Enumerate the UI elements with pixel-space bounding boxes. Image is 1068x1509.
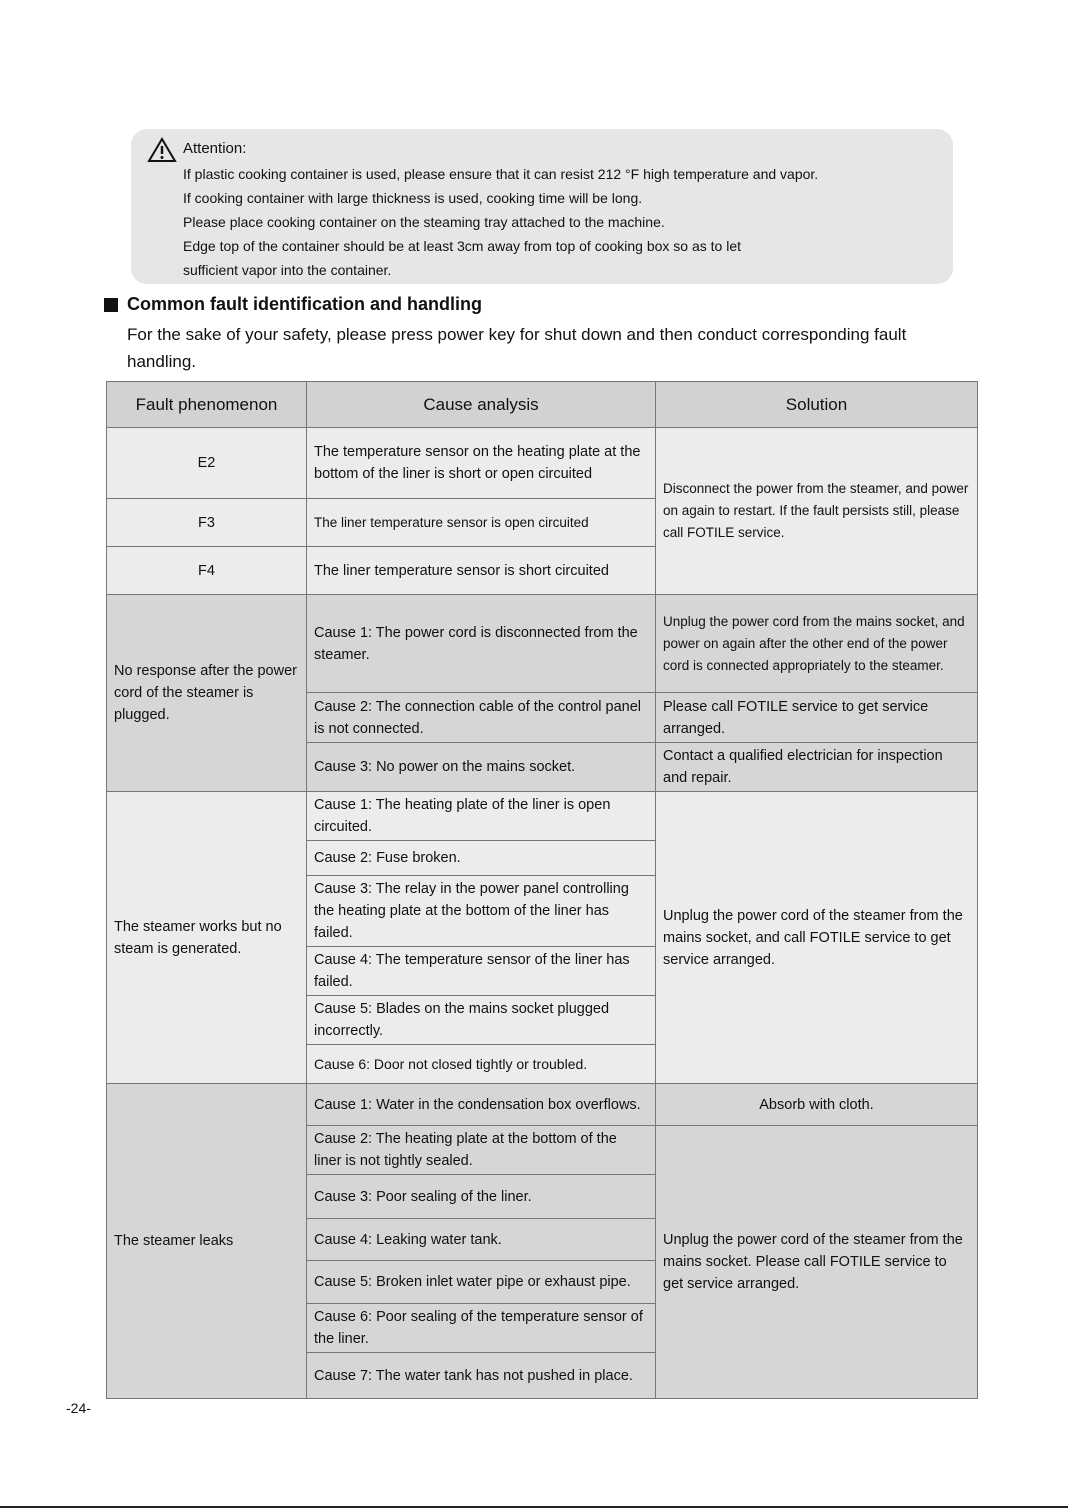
cause-cell: Cause 5: Blades on the mains socket plugged incorrectly. (307, 996, 656, 1045)
cause-cell: The liner temperature sensor is open circuited (307, 499, 656, 547)
cause-cell: Cause 5: Broken inlet water pipe or exhaust pipe. (307, 1261, 656, 1304)
cause-cell: The liner temperature sensor is short circuited (307, 547, 656, 595)
cause-cell: Cause 4: Leaking water tank. (307, 1219, 656, 1261)
cause-cell: Cause 3: The relay in the power panel controlling the heating plate at the bottom of the liner has failed. (307, 876, 656, 947)
fault-cell: F4 (107, 547, 307, 595)
section-intro: For the sake of your safety, please press power key for shut down and then conduct corresponding fault handling. (127, 325, 907, 371)
table-row (107, 428, 978, 499)
solution-cell: Unplug the power cord from the mains socket, and power on again after the other end of the power cord is connected appropriately to the steamer. (656, 595, 978, 693)
bullet-square-icon (104, 298, 118, 312)
table-row (107, 1084, 978, 1126)
cause-cell: Cause 3: Poor sealing of the liner. (307, 1175, 656, 1219)
section-heading (104, 294, 482, 315)
cause-cell: Cause 2: Fuse broken. (307, 841, 656, 876)
section-heading-text: Common fault identification and handling (127, 294, 482, 314)
solution-cell: Absorb with cloth. (656, 1084, 978, 1126)
warning-icon (147, 137, 177, 163)
table-row (107, 792, 978, 841)
header-solution: Solution (656, 382, 978, 428)
cause-cell: The temperature sensor on the heating plate at the bottom of the liner is short or open circuited (307, 428, 656, 499)
attention-lines (183, 162, 818, 282)
solution-cell: Contact a qualified electrician for inspection and repair. (656, 743, 978, 792)
table-header-row (107, 382, 978, 428)
attention-title: Attention: (183, 140, 247, 157)
cause-cell: Cause 2: The connection cable of the control panel is not connected. (307, 693, 656, 743)
attention-line: If cooking container with large thickness is used, cooking time will be long. (183, 190, 643, 206)
cause-cell: Cause 1: The heating plate of the liner is open circuited. (307, 792, 656, 841)
attention-line: If plastic cooking container is used, please ensure that it can resist 212 °F high temperature and vapor. (183, 166, 819, 182)
attention-line: Edge top of the container should be at least 3cm away from top of cooking box so as to let (183, 238, 741, 254)
cause-cell: Cause 6: Poor sealing of the temperature sensor of the liner. (307, 1304, 656, 1353)
table-row (107, 595, 978, 693)
cause-cell: Cause 4: The temperature sensor of the liner has failed. (307, 947, 656, 996)
solution-cell: Disconnect the power from the steamer, and power on again to restart. If the fault persists still, please call FOTILE service. (656, 428, 978, 595)
attention-box (131, 129, 953, 284)
fault-cell: F3 (107, 499, 307, 547)
header-cause: Cause analysis (307, 382, 656, 428)
fault-cell: The steamer works but no steam is generated. (107, 792, 307, 1084)
cause-cell: Cause 2: The heating plate at the bottom of the liner is not tightly sealed. (307, 1126, 656, 1175)
cause-cell: Cause 7: The water tank has not pushed in place. (307, 1353, 656, 1399)
attention-line: sufficient vapor into the container. (183, 262, 392, 278)
solution-cell: Unplug the power cord of the steamer from the mains socket. Please call FOTILE service to get service arranged. (656, 1126, 978, 1399)
solution-cell: Please call FOTILE service to get service arranged. (656, 693, 978, 743)
cause-cell: Cause 6: Door not closed tightly or troubled. (307, 1045, 656, 1084)
fault-cell: No response after the power cord of the steamer is plugged. (107, 595, 307, 792)
cause-cell: Cause 1: The power cord is disconnected from the steamer. (307, 595, 656, 693)
attention-line: Please place cooking container on the steaming tray attached to the machine. (183, 214, 665, 230)
cause-cell: Cause 1: Water in the condensation box overflows. (307, 1084, 656, 1126)
fault-cell: The steamer leaks (107, 1084, 307, 1399)
solution-cell: Unplug the power cord of the steamer from the mains socket, and call FOTILE service to get service arranged. (656, 792, 978, 1084)
page-bottom-rule (0, 1506, 1068, 1508)
page-number: -24- (66, 1400, 91, 1416)
header-fault: Fault phenomenon (107, 382, 307, 428)
fault-cell: E2 (107, 428, 307, 499)
fault-table (106, 381, 978, 1399)
cause-cell: Cause 3: No power on the mains socket. (307, 743, 656, 792)
